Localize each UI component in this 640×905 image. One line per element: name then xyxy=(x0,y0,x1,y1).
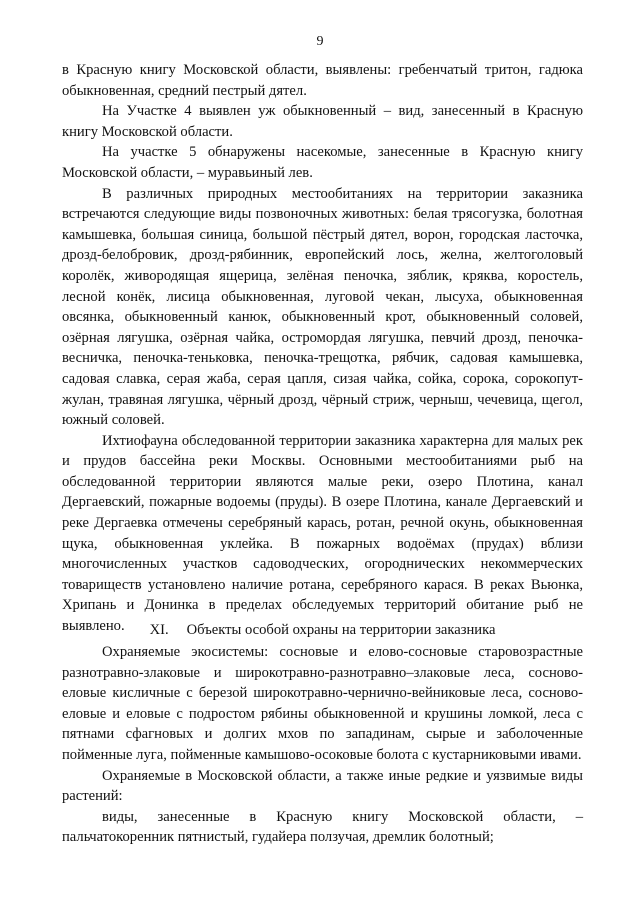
paragraph: В различных природных местообитаниях на территории заказника встречаются следующие виды позвоночных животных: белая трясогузка, болотная камышевка, большая синица, большой пёстрый дятел, ворон, городская ласточка, дрозд-белобровик, дрозд-рябинник, европейский лось, желна, желтоголовый королёк, живородящая ящерица, зелёная пеночка, зяблик, кряква, коростель, лесной конёк, лисица обыкновенная, луговой чекан, лысуха, обыкновенная овсянка, обыкновенный канюк, обыкновенный крот, обыкновенный соловей, озёрная лягушка, озёрная чайка, остромордая лягушка, певчий дрозд, пеночка-весничка, пеночка-теньковка, пеночка-трещотка, рябчик, садовая камышевка, садовая славка, серая жаба, серая цапля, сизая чайка, сойка, сорока, сорокопут-жулан, травяная лягушка, чёрный дрозд, чёрный стриж, черныш, чечевица, щегол, южный соловей. xyxy=(62,185,583,429)
paragraph: На участке 5 обнаружены насекомые, занесенные в Красную книгу Московской области, – муравьиный лев. xyxy=(62,144,583,181)
paragraph: в Красную книгу Московской области, выявлены: гребенчатый тритон, гадюка обыкновенная, средний пестрый дятел. xyxy=(62,62,583,99)
paragraph: Охраняемые в Московской области, а также иные редкие и уязвимые виды растений: xyxy=(62,767,583,805)
paragraph: На Участке 4 выявлен уж обыкновенный – вид, занесенный в Красную книгу Московской области. xyxy=(62,103,583,140)
paragraph: Охраняемые экосистемы: сосновые и елово-сосновые старовозрастные разнотравно-злаковые и широкотравно-разнотравно–злаковые леса, сосново-еловые кисличные с березой широкотравно-чернично-вейниковые леса, сосново-еловые и еловые с подростом рябины обыкновенной и крушины ломкой, леса с пятнами сфагновых и долгих мхов по западинам, сырые и заболоченные пойменные луга, пойменные камышово-осоковые болота с кустарниковыми ивами. xyxy=(62,644,583,763)
paragraph: Ихтиофауна обследованной территории заказника характерна для малых рек и прудов бассейна реки Москвы. Основными местообитаниями рыб на обследованной территории являются малые реки, озеро Плотина, канал Дергаевский, пожарные водоемы (пруды). В озере Плотина, канале Дергаевский и реке Дергаевка отмечены серебряный карась, ротан, речной окунь, обыкновенная щука, обыкновенная уклейка. В пожарных водоёмах (прудах) вблизи многочисленных участков садоводческих, огороднических некоммерческих товариществ установлено наличие ротана, серебряного карася. В реках Вьюнка, Хрипань и Донинка в пределах обследуемых территорий обитание рыб не выявлено. xyxy=(62,432,583,635)
section-title: Объекты особой охраны на территории заказника xyxy=(186,622,496,638)
section-heading xyxy=(62,620,583,641)
section-number: XI. xyxy=(149,622,169,638)
body-text-top xyxy=(62,60,583,637)
page-number: 9 xyxy=(316,34,324,49)
paragraph: виды, занесенные в Красную книгу Московской области, – пальчатокоренник пятнистый, гудайера ползучая, дремлик болотный; xyxy=(62,808,583,846)
body-text-bottom xyxy=(62,642,583,848)
